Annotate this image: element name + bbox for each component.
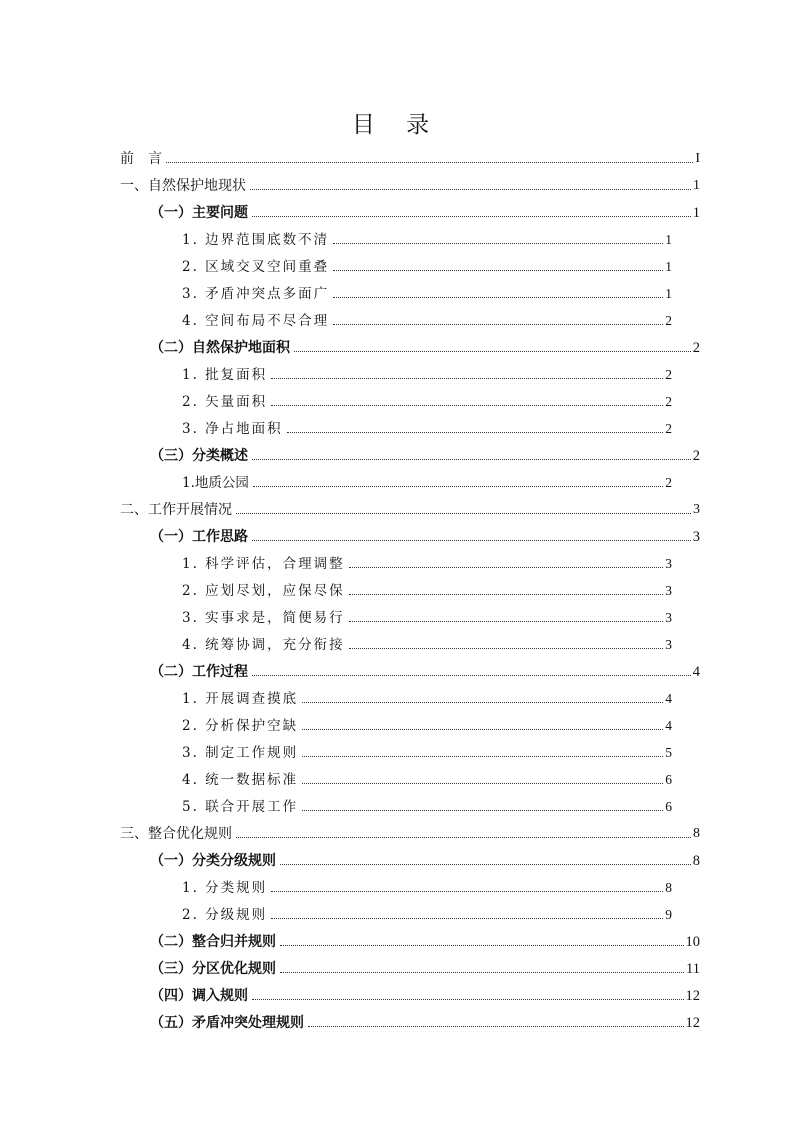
toc-entry[interactable] bbox=[182, 898, 672, 924]
toc-entry[interactable] bbox=[150, 1006, 700, 1032]
toc-leader-dots bbox=[308, 1026, 684, 1027]
toc-leader-dots bbox=[166, 162, 693, 163]
toc-entry[interactable] bbox=[120, 169, 700, 195]
toc-entry-label: （二）自然保护地面积 bbox=[150, 340, 290, 356]
toc-leader-dots bbox=[349, 594, 664, 595]
toc-entry-label: 1. 边界范围底数不清 bbox=[182, 232, 330, 248]
toc-leader-dots bbox=[349, 648, 664, 649]
toc-leader-dots bbox=[252, 675, 691, 676]
toc-page-number: 4 bbox=[665, 691, 672, 706]
toc-entry[interactable] bbox=[150, 979, 700, 1005]
toc-page-number: 1 bbox=[665, 232, 672, 247]
toc-entry-label: 三、整合优化规则 bbox=[120, 826, 232, 842]
toc-entry[interactable] bbox=[150, 952, 700, 978]
toc-entry-label: 1. 开展调查摸底 bbox=[182, 691, 299, 707]
toc-leader-dots bbox=[333, 324, 663, 325]
toc-page-number: 12 bbox=[685, 988, 700, 1004]
toc-entry-label: 1.地质公园 bbox=[182, 475, 249, 491]
toc-entry-label: （五）矛盾冲突处理规则 bbox=[150, 1015, 304, 1031]
toc-entry[interactable] bbox=[182, 250, 672, 276]
toc-entry[interactable] bbox=[150, 655, 700, 681]
toc-entry[interactable] bbox=[150, 196, 700, 222]
toc-entry[interactable] bbox=[182, 790, 672, 816]
toc-leader-dots bbox=[252, 459, 691, 460]
toc-entry[interactable] bbox=[182, 547, 672, 573]
toc-entry-label: 一、自然保护地现状 bbox=[120, 178, 246, 194]
toc-entry-label: 2. 分析保护空缺 bbox=[182, 718, 299, 734]
toc-entry[interactable] bbox=[182, 385, 672, 411]
toc-page-number: 2 bbox=[665, 313, 672, 328]
toc-leader-dots bbox=[280, 945, 684, 946]
toc-page-number: 8 bbox=[665, 880, 672, 895]
toc-page-number: 1 bbox=[692, 205, 700, 221]
toc-entry[interactable] bbox=[150, 520, 700, 546]
toc-entry-label: 4. 空间布局不尽合理 bbox=[182, 313, 330, 329]
toc-leader-dots bbox=[250, 189, 691, 190]
toc-page-number: 3 bbox=[692, 529, 700, 545]
toc-page-number: I bbox=[695, 151, 700, 166]
toc-entry-label: （二）整合归并规则 bbox=[150, 934, 276, 950]
toc-title: 目 录 bbox=[351, 112, 442, 138]
toc-entry-label: （一）主要问题 bbox=[150, 205, 248, 221]
toc-entry-label: 1. 批复面积 bbox=[182, 367, 268, 383]
toc-page-number: 2 bbox=[665, 394, 672, 409]
toc-entry[interactable] bbox=[182, 682, 672, 708]
toc-entry-label: （二）工作过程 bbox=[150, 664, 248, 680]
toc-page-number: 4 bbox=[665, 718, 672, 733]
toc-leader-dots bbox=[236, 837, 691, 838]
toc-leader-dots bbox=[294, 351, 691, 352]
toc-page-number: 2 bbox=[692, 448, 700, 464]
toc-page-number: 4 bbox=[692, 664, 700, 680]
toc-leader-dots bbox=[333, 243, 663, 244]
toc-entry[interactable] bbox=[120, 142, 700, 168]
toc-leader-dots bbox=[271, 405, 663, 406]
toc-entry[interactable] bbox=[182, 871, 672, 897]
toc-entry[interactable] bbox=[182, 763, 672, 789]
toc-page-number: 5 bbox=[665, 745, 672, 760]
toc-page-number: 6 bbox=[665, 799, 672, 814]
toc-page-number: 2 bbox=[665, 367, 672, 382]
toc-page-number: 1 bbox=[665, 286, 672, 301]
toc-leader-dots bbox=[333, 297, 663, 298]
toc-entry-label: （三）分类概述 bbox=[150, 448, 248, 464]
toc-entry-label: 4. 统一数据标准 bbox=[182, 772, 299, 788]
toc-page-number: 3 bbox=[693, 502, 700, 517]
toc-leader-dots bbox=[252, 540, 691, 541]
toc-leader-dots bbox=[302, 810, 663, 811]
toc-page-number: 11 bbox=[686, 961, 700, 977]
toc-leader-dots bbox=[302, 783, 663, 784]
toc-leader-dots bbox=[252, 216, 691, 217]
toc-entry[interactable] bbox=[182, 304, 672, 330]
toc-entry[interactable] bbox=[120, 817, 700, 843]
toc-entry-label: 二、工作开展情况 bbox=[120, 502, 232, 518]
toc-entry-label: 5. 联合开展工作 bbox=[182, 799, 299, 815]
toc-page-number: 3 bbox=[665, 610, 672, 625]
toc-page-number: 12 bbox=[685, 1015, 700, 1031]
toc-page-number: 3 bbox=[665, 637, 672, 652]
toc-entry-label: 3. 矛盾冲突点多面广 bbox=[182, 286, 330, 302]
toc-leader-dots bbox=[349, 621, 664, 622]
toc-leader-dots bbox=[271, 378, 663, 379]
toc-page-number: 2 bbox=[692, 340, 700, 356]
toc-page-number: 3 bbox=[665, 583, 672, 598]
toc-leader-dots bbox=[280, 972, 684, 973]
toc-entry-label: （一）分类分级规则 bbox=[150, 853, 276, 869]
toc-leader-dots bbox=[280, 864, 691, 865]
toc-leader-dots bbox=[252, 999, 684, 1000]
toc-entry[interactable] bbox=[150, 331, 700, 357]
toc-leader-dots bbox=[302, 702, 663, 703]
toc-page-number: 2 bbox=[665, 475, 672, 490]
toc-page-number: 10 bbox=[685, 934, 700, 950]
toc-page-number: 6 bbox=[665, 772, 672, 787]
toc-entry-label: 2. 区域交叉空间重叠 bbox=[182, 259, 330, 275]
toc-entry[interactable] bbox=[150, 439, 700, 465]
toc-entry[interactable] bbox=[182, 628, 672, 654]
toc-entry[interactable] bbox=[182, 223, 672, 249]
toc-page-number: 3 bbox=[665, 556, 672, 571]
toc-leader-dots bbox=[302, 729, 663, 730]
toc-entry[interactable] bbox=[182, 277, 672, 303]
toc-entry[interactable] bbox=[182, 412, 672, 438]
toc-leader-dots bbox=[236, 513, 691, 514]
toc-entry[interactable] bbox=[182, 358, 672, 384]
toc-leader-dots bbox=[271, 918, 663, 919]
toc-entry-label: 2. 矢量面积 bbox=[182, 394, 268, 410]
toc-entry[interactable] bbox=[182, 601, 672, 627]
toc-leader-dots bbox=[333, 270, 663, 271]
toc-entry-label: 3. 净占地面积 bbox=[182, 421, 283, 437]
toc-leader-dots bbox=[349, 567, 664, 568]
toc-entry-label: 1. 分类规则 bbox=[182, 880, 268, 896]
toc-page-number: 1 bbox=[693, 178, 700, 193]
toc-entry-label: （三）分区优化规则 bbox=[150, 961, 276, 977]
toc-leader-dots bbox=[287, 432, 664, 433]
toc-entry-label: 4. 统筹协调，充分衔接 bbox=[182, 637, 345, 653]
toc-page-number: 1 bbox=[665, 259, 672, 274]
toc-entry-label: （一）工作思路 bbox=[150, 529, 248, 545]
toc-entry-label: 3. 制定工作规则 bbox=[182, 745, 299, 761]
toc-leader-dots bbox=[302, 756, 663, 757]
toc-leader-dots bbox=[271, 891, 663, 892]
toc-entry[interactable] bbox=[182, 709, 672, 735]
toc-page-number: 9 bbox=[665, 907, 672, 922]
toc-entry-label: 前 言 bbox=[120, 151, 162, 167]
toc-entry-label: 2. 分级规则 bbox=[182, 907, 268, 923]
toc-entry[interactable] bbox=[150, 844, 700, 870]
toc-entry-label: 3. 实事求是，简便易行 bbox=[182, 610, 345, 626]
toc-entry[interactable] bbox=[120, 493, 700, 519]
toc-page-number: 8 bbox=[692, 853, 700, 869]
toc-entry[interactable] bbox=[182, 574, 672, 600]
toc-entry-label: 2. 应划尽划，应保尽保 bbox=[182, 583, 345, 599]
toc-entry[interactable] bbox=[182, 736, 672, 762]
toc-entry-label: （四）调入规则 bbox=[150, 988, 248, 1004]
toc-entry-label: 1. 科学评估，合理调整 bbox=[182, 556, 345, 572]
toc-page-number: 2 bbox=[665, 421, 672, 436]
toc-page-number: 8 bbox=[693, 826, 700, 841]
toc-leader-dots bbox=[253, 486, 663, 487]
toc-entry[interactable] bbox=[182, 466, 672, 492]
toc-entry[interactable] bbox=[150, 925, 700, 951]
